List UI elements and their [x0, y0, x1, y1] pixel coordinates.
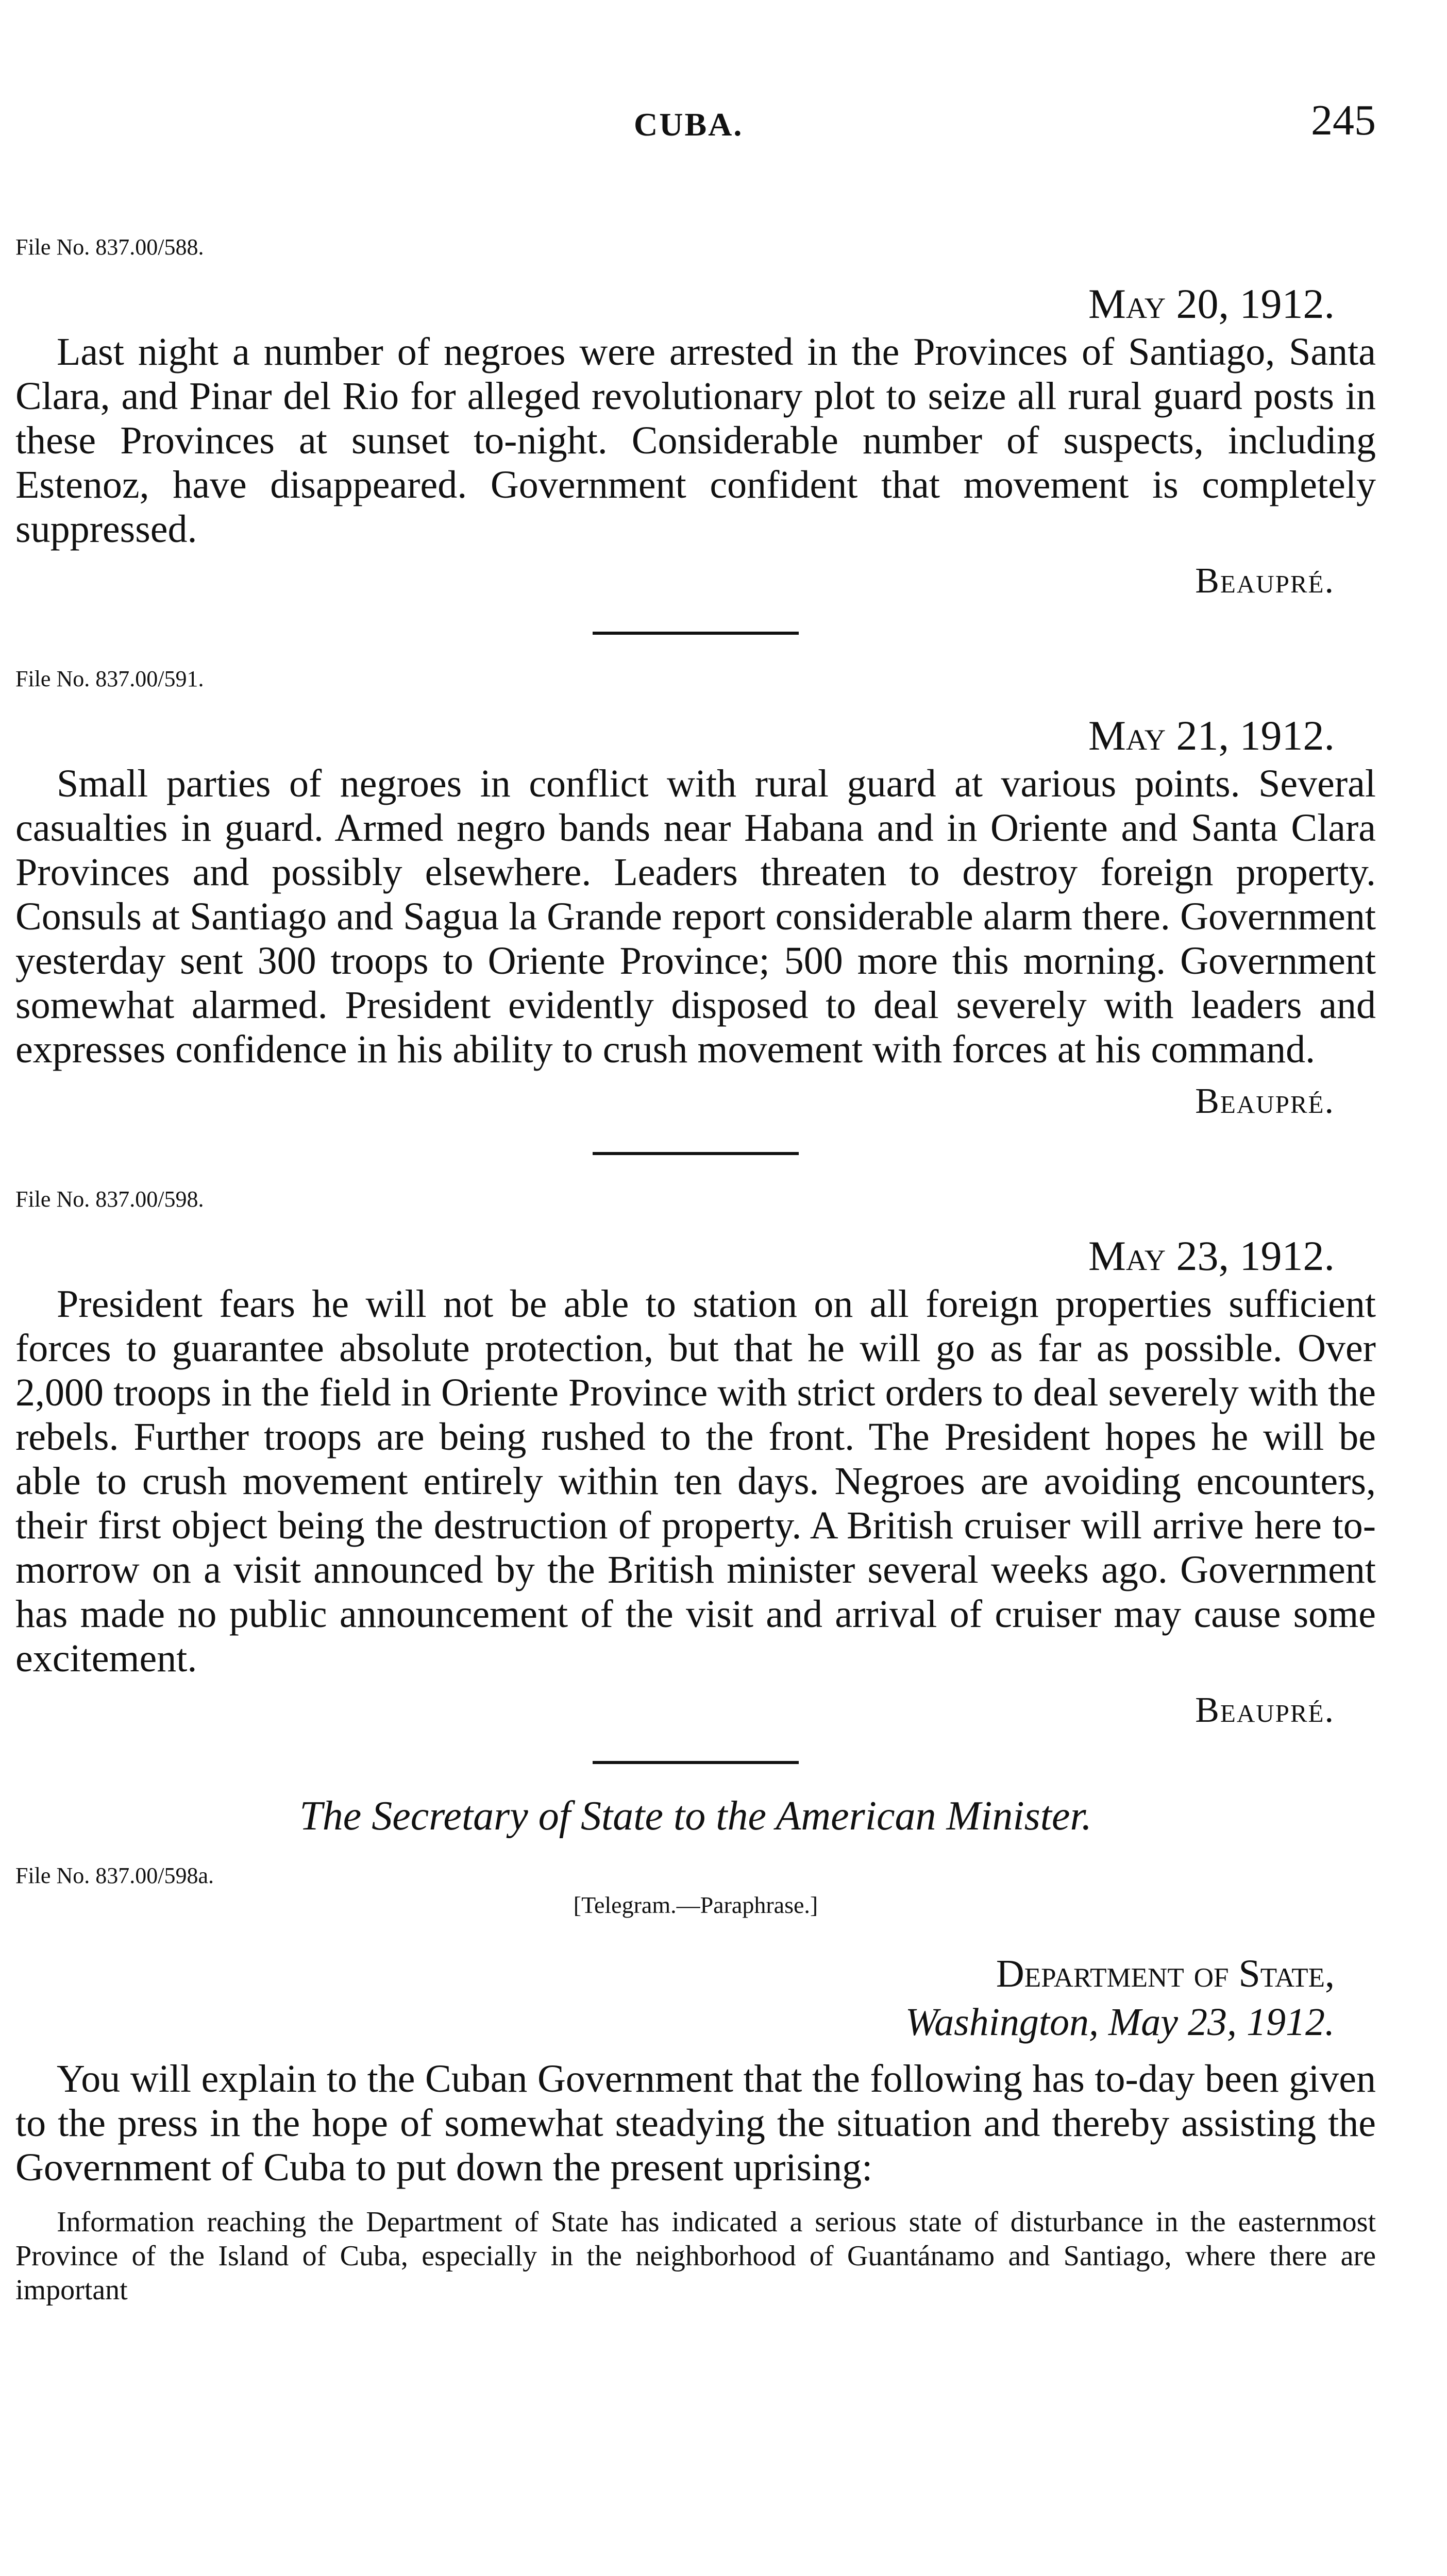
- telegram-date: May 23, 1912.: [1088, 1232, 1335, 1279]
- press-statement: Information reaching the Department of State has indicated a serious state of disturbance in the easternmost Province of the Island of Cuba, especially in the neighborhood of Guantánamo and Santiago, where there are important: [15, 2206, 1376, 2306]
- telegram-body: President fears he will not be able to station on all foreign properties sufficient forces to guarantee absolute protection, but that he will go as far as possible. Over 2,000 troops in the field in Oriente Province with strict orders to deal severely with the rebels. Further troops are being rushed to the front. The President hopes he will be able to crush movement entirely within ten days. Negroes are avoiding encounters, their first object being the destruction of property. A British cruiser will arrive here to-morrow on a visit announced by the British minister several weeks ago. Government has made no public announcement of the visit and arrival of cruiser may cause some excitement.: [15, 1282, 1376, 1680]
- telegram-date: May 21, 1912.: [1088, 712, 1335, 759]
- section-divider: [593, 1761, 799, 1764]
- telegram-entry: [15, 1184, 1376, 1735]
- file-number: File No. 837.00/588.: [15, 234, 204, 260]
- telegram-entry: [15, 232, 1376, 606]
- file-number: File No. 837.00/591.: [15, 666, 204, 691]
- file-number: File No. 837.00/598a.: [15, 1863, 214, 1888]
- document-page: [15, 0, 1376, 2307]
- telegram-body: Small parties of negroes in conflict with rural guard at various points. Several casualties in guard. Armed negro bands near Habana and in Oriente and Santa Clara Provinces and possibly elsewhere. Leaders threaten to destroy foreign property. Consuls at Santiago and Sagua la Grande report considerable alarm there. Government yesterday sent 300 troops to Oriente Province; 500 more this morning. Government somewhat alarmed. President evidently disposed to deal severely with leaders and expresses confidence in his ability to crush movement with forces at his command.: [15, 762, 1376, 1071]
- section-divider: [593, 1152, 799, 1155]
- section-divider: [593, 632, 799, 635]
- telegram-entry: [15, 664, 1376, 1126]
- telegram-note: [Telegram.—Paraphrase.]: [573, 1892, 818, 1918]
- telegram-date: May 20, 1912.: [1088, 280, 1335, 327]
- sender-block: [15, 1950, 1335, 2046]
- running-title: CUBA.: [634, 106, 744, 143]
- signature: Beaupré.: [1195, 561, 1335, 601]
- signature: Beaupré.: [1195, 1690, 1335, 1730]
- file-number: File No. 837.00/598.: [15, 1187, 204, 1212]
- telegram-body: Last night a number of negroes were arrested in the Provinces of Santiago, Santa Clara, and Pinar del Rio for alleged revolutionary plot to seize all rural guard posts in these Provinces at sunset to-night. Considerable number of suspects, including Estenoz, have disappeared. Government confident that movement is completely suppressed.: [15, 330, 1376, 551]
- section-heading: The Secretary of State to the American Minister.: [299, 1793, 1092, 1839]
- department-name: Department of State,: [996, 1952, 1335, 1995]
- signature: Beaupré.: [1195, 1081, 1335, 1121]
- instruction-body: You will explain to the Cuban Government that the following has to-day been given to the press in the hope of somewhat steadying the situation and thereby assisting the Government of Cuba to put down the present uprising:: [15, 2057, 1376, 2189]
- secretary-section: [15, 1793, 1376, 2307]
- page-number: 245: [1311, 96, 1376, 144]
- location-date: Washington, May 23, 1912.: [905, 2001, 1335, 2044]
- page-header: [15, 0, 1376, 216]
